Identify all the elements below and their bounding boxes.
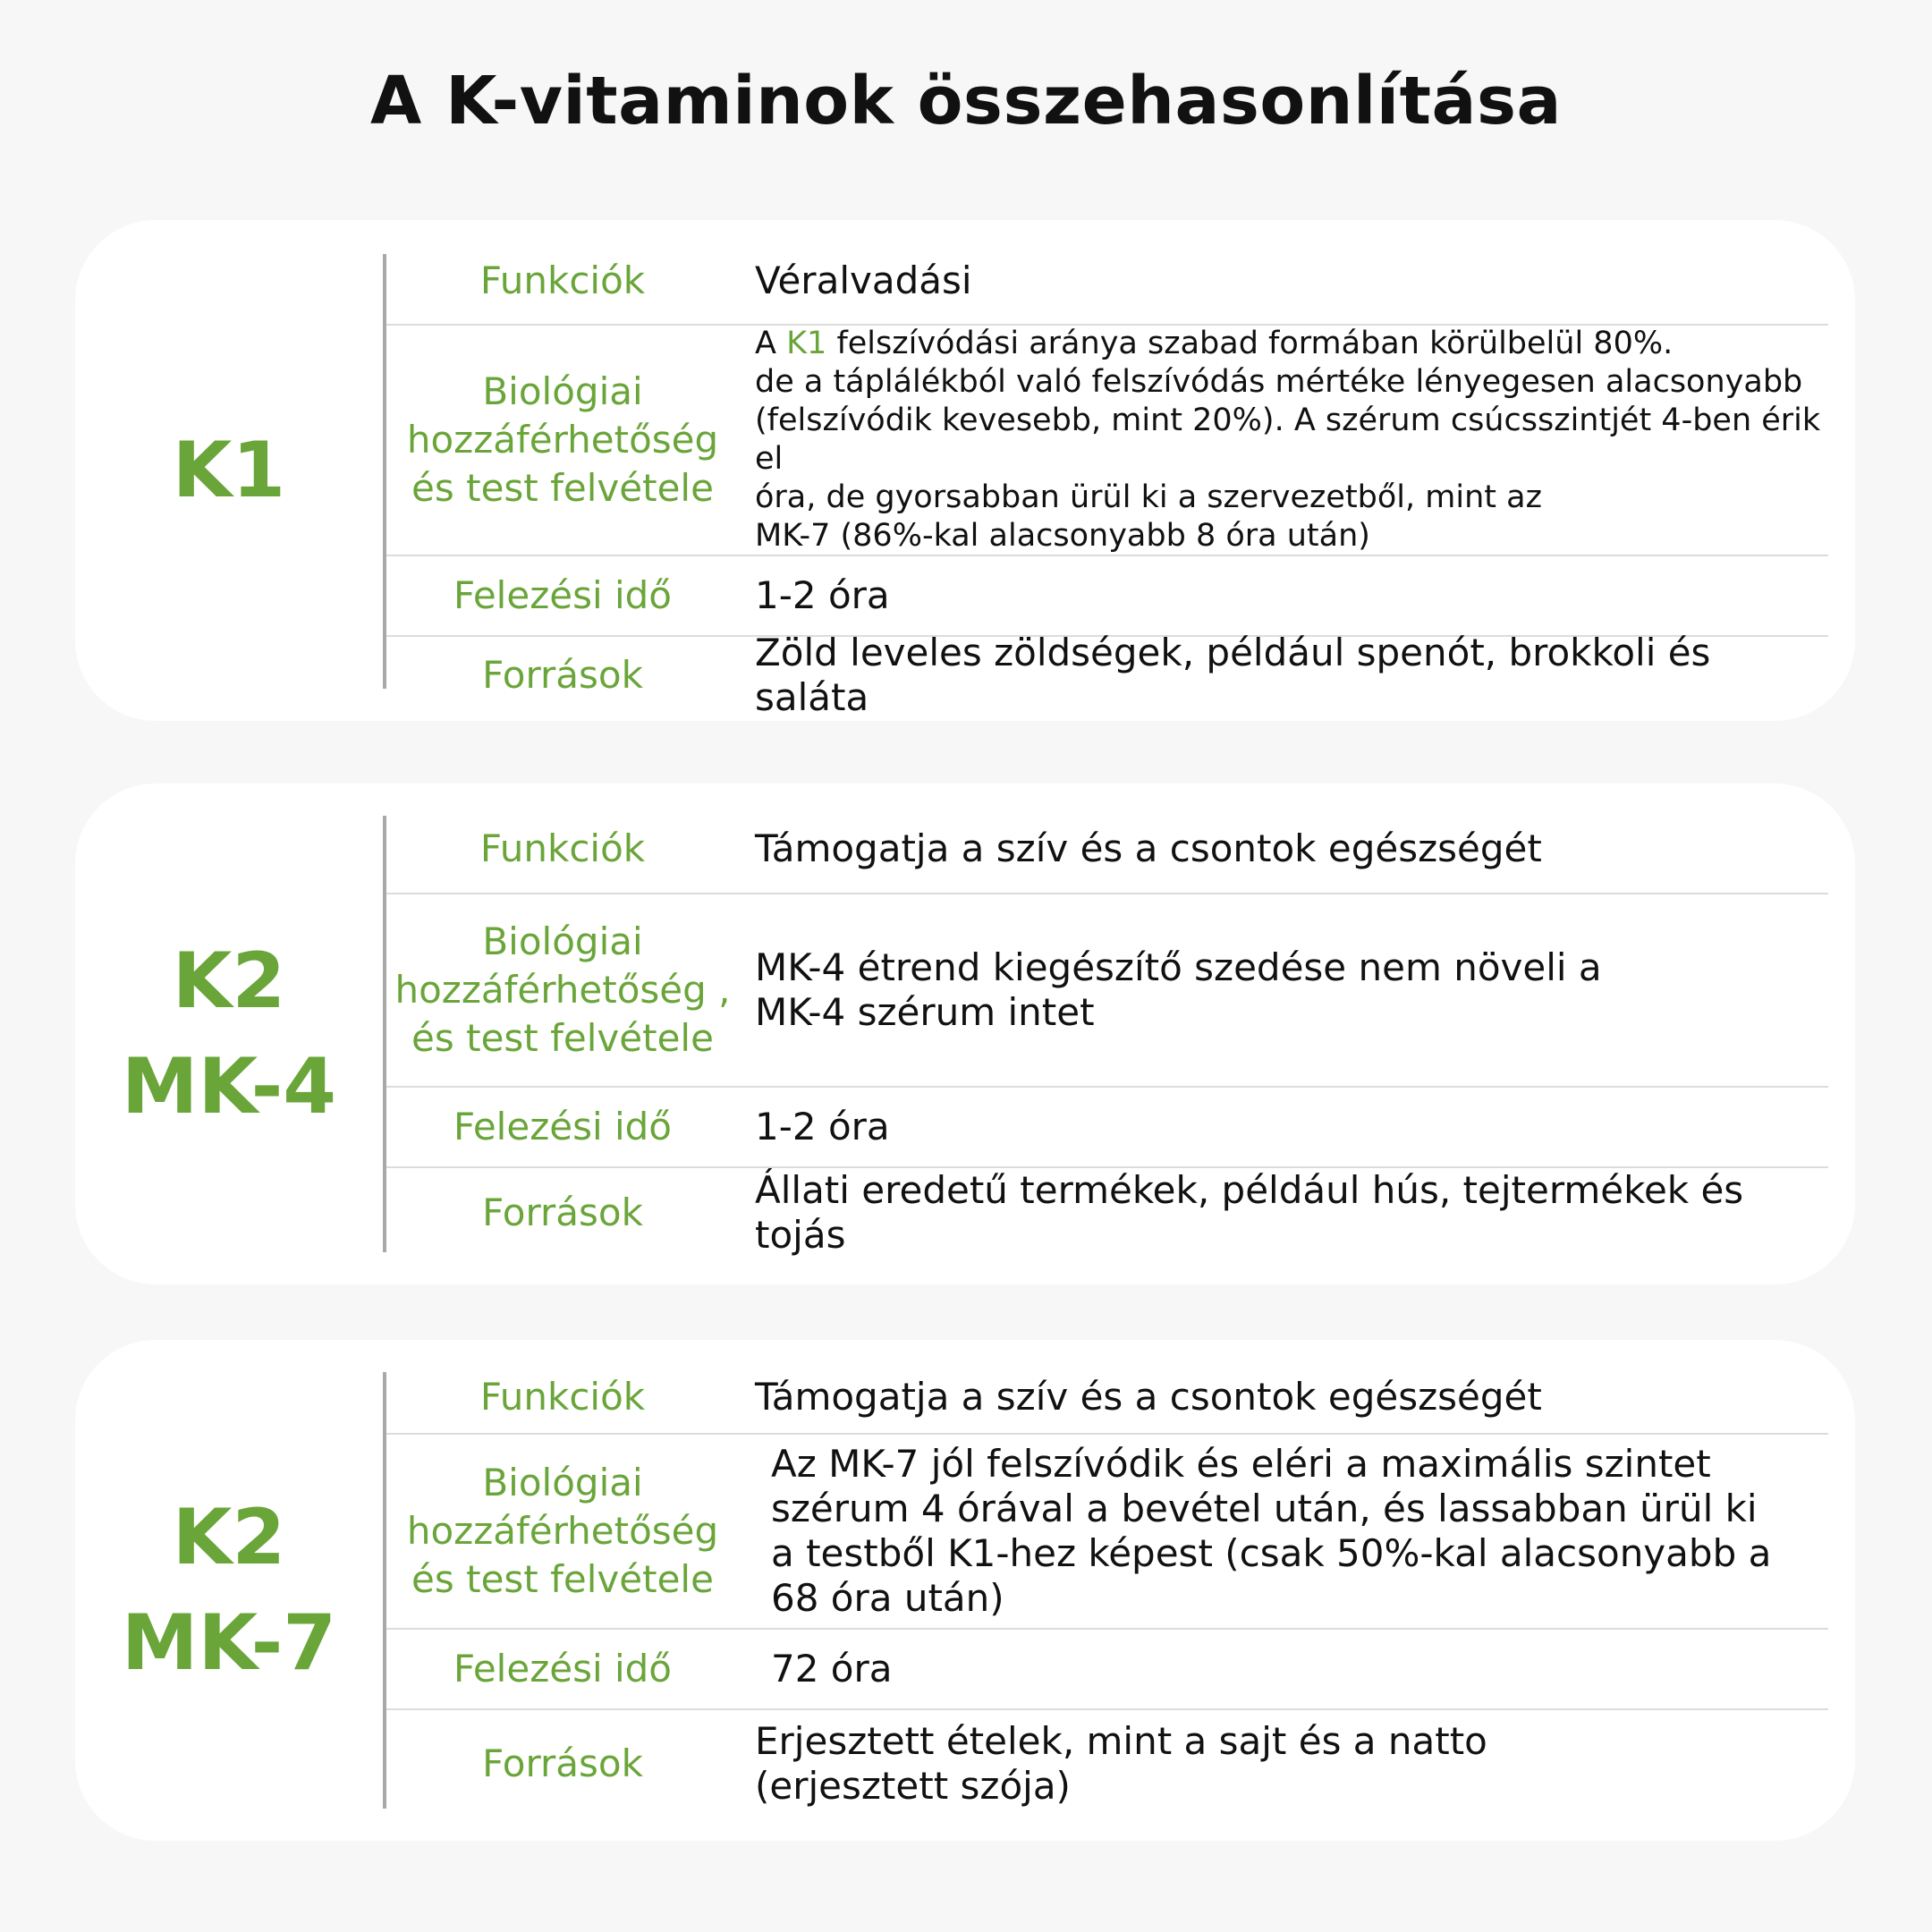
vitamin-card-k2-mk4 [75,784,1855,1284]
row-bioavailability [386,1435,1828,1630]
row-functions [386,238,1828,326]
row-label: Biológiai hozzáférhetőség és test felvétele [406,369,719,510]
vitamin-name: K2 MK-4 [121,936,337,1131]
row-sources [386,1710,1828,1818]
property-rows [386,220,1828,721]
row-value: 72 óra [771,1647,893,1690]
vitamin-card-k2-mk7 [75,1340,1855,1841]
row-label: Funkciók [479,1375,646,1419]
row-value: Zöld leveles zöldségek, például spenót, brokkoli és saláta [755,631,1711,719]
row-label: Források [482,1191,643,1234]
row-bioavailability [386,326,1828,556]
row-value: Állati eredetű termékek, például hús, tejtermékek és tojás [755,1168,1744,1257]
row-half-life [386,1630,1828,1710]
row-label: Források [482,653,643,697]
row-bioavailability [386,894,1828,1088]
row-label: Felezési idő [453,1105,673,1148]
row-label: Források [482,1741,643,1785]
row-value: 1-2 óra [755,573,890,617]
row-value: Erjesztett ételek, mint a sajt és a natto (erjesztett szója) [755,1719,1487,1808]
row-label: Biológiai hozzáférhetőség , és test felvétele [394,919,731,1060]
row-value: Az MK-7 jól felszívódik és eléri a maximális szintet szérum 4 órával a bevétel után, és lassabban ürül ki a testből K1-hez képest (csak 50%-kal alacsonyabb a 68 óra után) [771,1442,1772,1620]
row-label: Felezési idő [453,573,673,617]
row-functions [386,1361,1828,1435]
row-value [739,325,1828,555]
row-functions [386,805,1828,894]
row-value: Támogatja a szív és a csontok egészségét [755,826,1542,870]
row-label: Funkciók [479,826,646,870]
value-highlight: K1 [786,326,827,361]
row-value: Véralvadási [755,258,972,302]
value-rest: felszívódási aránya szabad formában körülbelül 80%. de a táplálékból való felszívódás mértéke lényegesen alacsonyabb (felszívódik kevesebb, mint 20%). A szérum csúcsszintjét 4-ben érik el óra, de gyorsabban ürül ki a szervezetből, mint az MK-7 (86%-kal alacsonyabb 8 óra után) [755,326,1821,554]
row-label: Funkciók [479,258,646,302]
vitamin-name: K2 MK-7 [121,1493,337,1688]
vitamin-name: K1 [172,426,286,515]
row-value: 1-2 óra [755,1105,890,1148]
row-label: Biológiai hozzáférhetőség és test felvétele [406,1461,719,1601]
property-rows [386,784,1828,1284]
row-half-life [386,1088,1828,1168]
row-half-life [386,556,1828,637]
property-rows [386,1340,1828,1841]
row-sources [386,1168,1828,1258]
page-title: A K-vitaminok összehasonlítása [370,63,1562,140]
row-value: Támogatja a szív és a csontok egészségét [755,1375,1542,1419]
row-label: Felezési idő [453,1647,673,1690]
row-value: MK-4 étrend kiegészítő szedése nem növeli a MK-4 szérum intet [755,945,1602,1034]
value-prefix: A [755,326,787,361]
vitamin-card-k1 [75,220,1855,721]
row-sources [386,631,1828,719]
